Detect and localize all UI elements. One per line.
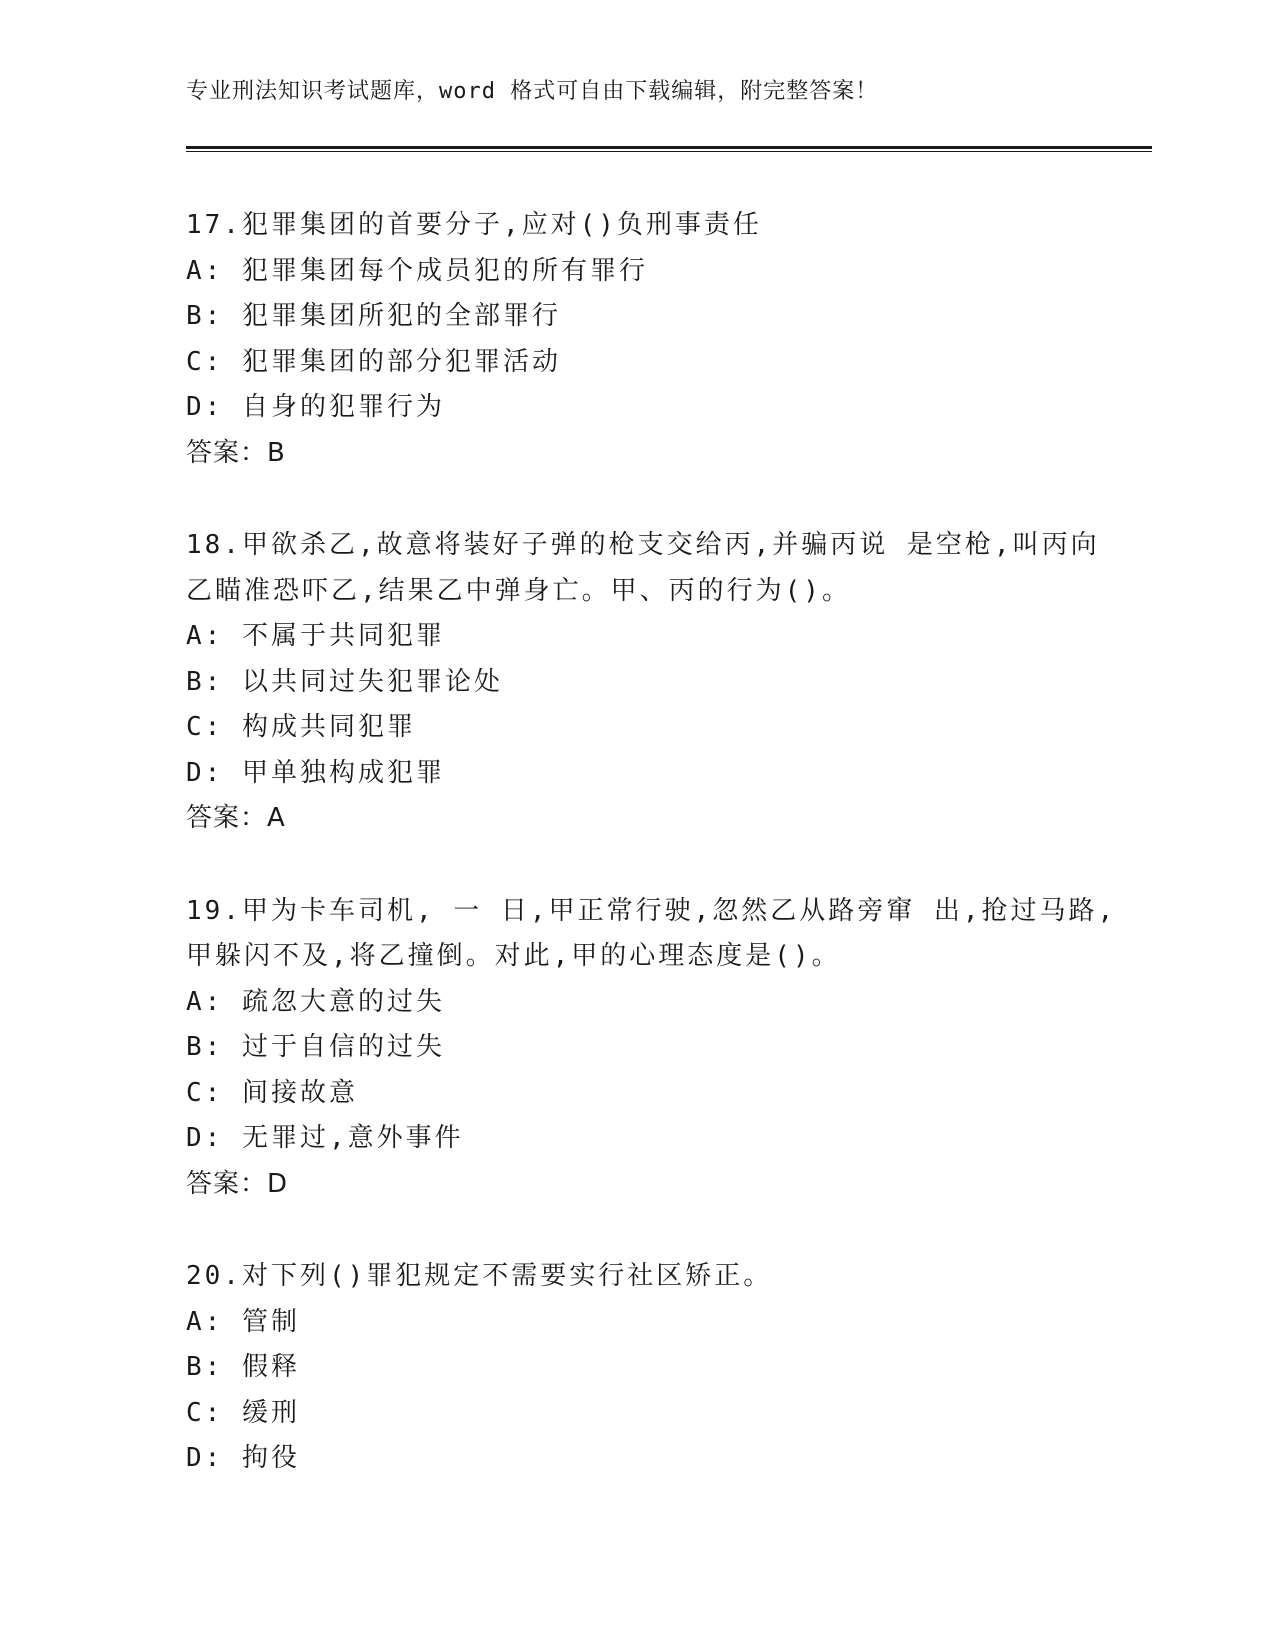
option-c: C: 构成共同犯罪 bbox=[186, 712, 416, 742]
option-b: B: 以共同过失犯罪论处 bbox=[186, 666, 503, 697]
option-a: A: 管制 bbox=[186, 1306, 300, 1337]
question-stem: 20.对下列()罪犯规定不需要实行社区矫正。 bbox=[186, 1261, 773, 1291]
option-d: D: 拘役 bbox=[186, 1443, 300, 1473]
question-stem: 17.犯罪集团的首要分子,应对()负刑事责任 bbox=[186, 210, 762, 240]
option-a: A: 疏忽大意的过失 bbox=[186, 986, 445, 1017]
option-a: A: 不属于共同犯罪 bbox=[186, 621, 445, 651]
answer-label: 答案：A bbox=[186, 803, 286, 833]
document-header: 专业刑法知识考试题库，word 格式可自由下载编辑，附完整答案！ bbox=[186, 79, 879, 104]
option-d: D: 无罪过,意外事件 bbox=[186, 1123, 464, 1153]
header-rule-thin bbox=[186, 151, 1152, 152]
question-stem: 19.甲为卡车司机, 一 日,甲正常行驶,忽然乙从路旁窜 出,抢过马路, bbox=[186, 895, 1117, 926]
answer-label: 答案：B bbox=[186, 437, 286, 468]
option-d: D: 自身的犯罪行为 bbox=[186, 392, 445, 422]
question-stem-continued: 乙瞄准恐吓乙,结果乙中弹身亡。甲、丙的行为()。 bbox=[186, 575, 851, 606]
option-c: C: 缓刑 bbox=[186, 1397, 300, 1428]
option-d: D: 甲单独构成犯罪 bbox=[186, 757, 445, 788]
question-17 bbox=[186, 203, 1086, 476]
question-stem: 18.甲欲杀乙,故意将装好子弹的枪支交给丙,并骗丙说 是空枪,叫丙向 bbox=[186, 530, 1100, 560]
option-a: A: 犯罪集团每个成员犯的所有罪行 bbox=[186, 255, 648, 286]
option-c: C: 间接故意 bbox=[186, 1077, 358, 1108]
option-b: B: 犯罪集团所犯的全部罪行 bbox=[186, 301, 561, 331]
option-c: C: 犯罪集团的部分犯罪活动 bbox=[186, 346, 561, 377]
question-list bbox=[186, 203, 1117, 1529]
answer-label: 答案：D bbox=[186, 1168, 289, 1199]
option-b: B: 假释 bbox=[186, 1352, 300, 1382]
question-stem-continued: 甲躲闪不及,将乙撞倒。对此,甲的心理态度是()。 bbox=[186, 941, 841, 971]
header-rule-thick bbox=[186, 146, 1152, 149]
question-18 bbox=[186, 523, 1100, 842]
question-19 bbox=[186, 889, 1117, 1208]
question-20 bbox=[186, 1254, 1086, 1482]
option-b: B: 过于自信的过失 bbox=[186, 1032, 445, 1062]
